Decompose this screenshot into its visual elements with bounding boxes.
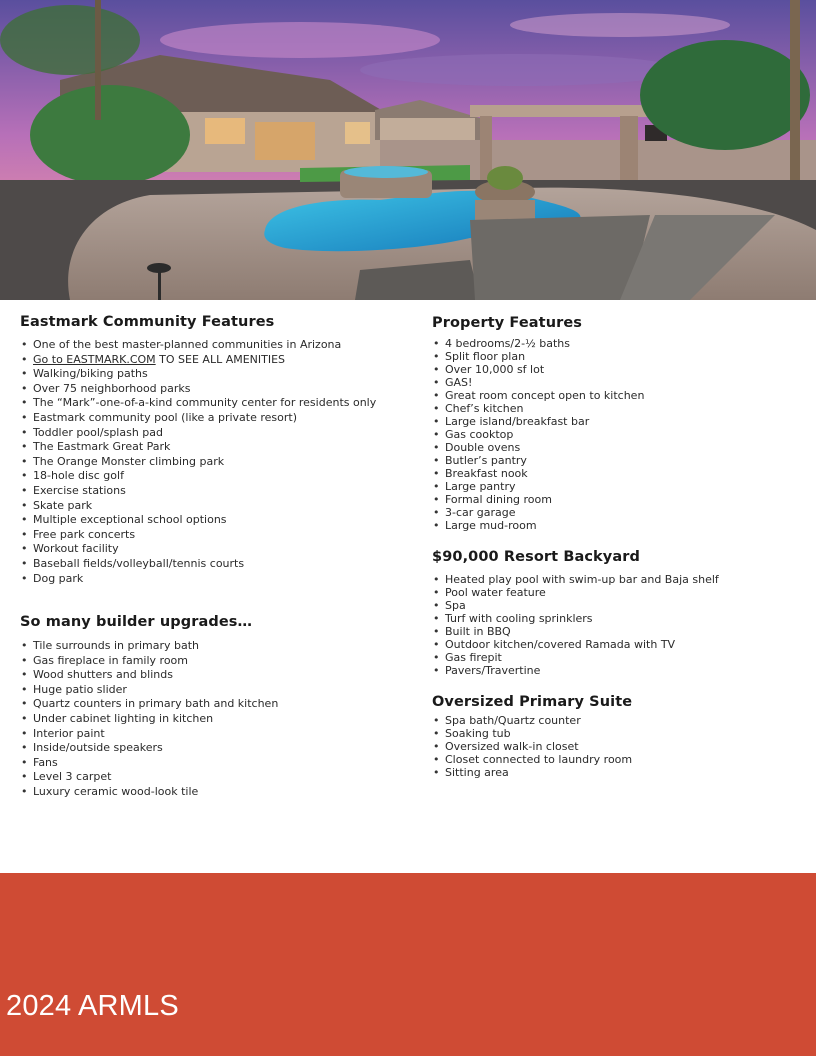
primary-suite-title: Oversized Primary Suite [432,694,633,710]
list-item: • Spa [432,599,812,612]
backyard-list [432,573,812,677]
list-item: • Inside/outside speakers [20,741,410,756]
list-item: • Free park concerts [20,528,410,543]
list-item: • Outdoor kitchen/covered Ramada with TV [432,638,812,651]
list-item: • One of the best master-planned communities in Arizona [20,338,410,353]
primary-suite-section [432,694,812,779]
list-item: • Large mud-room [432,519,812,532]
list-item: • Baseball fields/volleyball/tennis courts [20,557,410,572]
list-item: • Oversized walk-in closet [432,740,812,753]
list-item: • Multiple exceptional school options [20,513,410,528]
list-item: • Butler’s pantry [432,454,812,467]
list-item: • Double ovens [432,441,812,454]
list-item: • Large pantry [432,480,812,493]
list-item: • Interior paint [20,727,410,742]
list-item: • Toddler pool/splash pad [20,426,410,441]
primary-suite-list [432,714,812,779]
community-features-section [20,314,410,586]
list-item: • Over 10,000 sf lot [432,363,812,376]
list-item: • Large island/breakfast bar [432,415,812,428]
eastmark-link[interactable]: Go to EASTMARK.COM [33,352,156,366]
list-item: • Wood shutters and blinds [20,668,410,683]
list-item: • Under cabinet lighting in kitchen [20,712,410,727]
community-features-title: Eastmark Community Features [20,314,275,330]
list-item: • 3-car garage [432,506,812,519]
list-item: • Chef’s kitchen [432,402,812,415]
list-item: • 4 bedrooms/2-½ baths [432,337,812,350]
list-item: • Level 3 carpet [20,770,410,785]
list-item: • Huge patio slider [20,683,410,698]
upgrades-section [20,614,410,800]
community-features-list [20,338,410,586]
list-item: • Fans [20,756,410,771]
right-column [432,300,812,779]
list-item: • Pool water feature [432,586,812,599]
list-item: • The Eastmark Great Park [20,440,410,455]
property-features-list [432,337,812,532]
list-item: • Gas fireplace in family room [20,654,410,669]
list-item: • Sitting area [432,766,812,779]
list-item: • Great room concept open to kitchen [432,389,812,402]
upgrades-list [20,639,410,800]
list-item: • Gas firepit [432,651,812,664]
copyright-text: 2024 ARMLS [6,990,179,1022]
list-item [20,353,410,368]
list-item: • Soaking tub [432,727,812,740]
list-item: • Formal dining room [432,493,812,506]
property-features-title: Property Features [432,315,583,331]
left-column [20,300,410,800]
upgrades-title: So many builder upgrades… [20,614,253,631]
list-item: • Workout facility [20,542,410,557]
list-item: • Spa bath/Quartz counter [432,714,812,727]
list-item: • The Orange Monster climbing park [20,455,410,470]
backyard-section [432,549,812,677]
list-item: • Dog park [20,572,410,587]
list-item: • Luxury ceramic wood-look tile [20,785,410,800]
property-features-section [432,315,812,532]
list-item: • Over 75 neighborhood parks [20,382,410,397]
list-item: • Eastmark community pool (like a private resort) [20,411,410,426]
list-item: • Breakfast nook [432,467,812,480]
list-item: • The “Mark”-one-of-a-kind community center for residents only [20,396,410,411]
list-item: • Pavers/Travertine [432,664,812,677]
list-item: • Tile surrounds in primary bath [20,639,410,654]
list-item: • 18-hole disc golf [20,469,410,484]
list-item: • Heated play pool with swim-up bar and Baja shelf [432,573,812,586]
list-item: • GAS! [432,376,812,389]
list-item: • Built in BBQ [432,625,812,638]
list-item: • Quartz counters in primary bath and kitchen [20,697,410,712]
list-item: • Skate park [20,499,410,514]
list-item: • Closet connected to laundry room [432,753,812,766]
link-suffix: TO SEE ALL AMENITIES [155,352,286,366]
footer-band [0,873,816,1056]
hero-photo [0,0,816,300]
list-item: • Gas cooktop [432,428,812,441]
backyard-title: $90,000 Resort Backyard [432,549,640,565]
list-item: • Turf with cooling sprinklers [432,612,812,625]
list-item: • Split floor plan [432,350,812,363]
list-item: • Walking/biking paths [20,367,410,382]
list-item: • Exercise stations [20,484,410,499]
pool-backyard-photo-icon [0,0,816,300]
